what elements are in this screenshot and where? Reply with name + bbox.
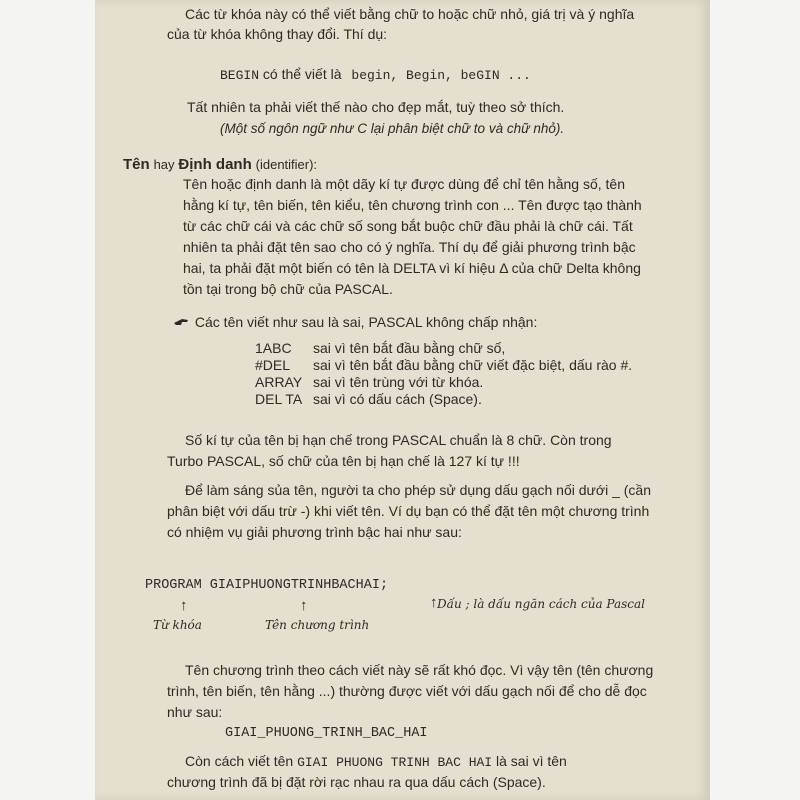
invalid-name-3: ARRAY (255, 374, 303, 390)
arrow-semicolon: ↑ (430, 594, 438, 611)
invalid-intro: Các tên viết như sau là sai, PASCAL không chấp nhận: (194, 314, 538, 330)
readability-line-1: Tên chương trình theo cách viết này sẽ rất khó đọc. Vì vậy tên (tên chương (185, 662, 654, 678)
readability-line-5: chương trình đã bị đặt rời rạc nhau ra qua dấu cách (Space). (167, 774, 546, 790)
underscore-line-2: phân biệt với dấu trừ -) khi viết tên. Ví dụ bạn có thể đặt tên một chương trình (167, 503, 650, 519)
identifier-line-1: Tên hoặc định danh là một dãy kí tự được dùng để chỉ tên hằng số, tên (183, 176, 625, 192)
case-line-2: của từ khóa không thay đổi. Thí dụ: (167, 26, 388, 42)
example-keyword: BEGIN (220, 68, 260, 83)
identifier-line-5: hai, ta phải đặt một biến có tên là DELTA vì kí hiệu Δ của chữ Delta không (183, 260, 641, 276)
example-text: có thể viết là (262, 66, 342, 82)
invalid-reason-2: sai vì tên bắt đầu bằng chữ viết đặc biệt, dấu rào #. (313, 357, 633, 373)
length-line-1: Số kí tự của tên bị hạn chế trong PASCAL chuẩn là 8 chữ. Còn trong (185, 432, 612, 448)
heading-word-2: Định danh (178, 156, 252, 173)
case-note: (Một số ngôn ngữ như C lại phân biệt chữ to và chữ nhỏ). (220, 121, 565, 136)
invalid-reason-4: sai vì có dấu cách (Space). (313, 391, 482, 407)
case-line-1: Các từ khóa này có thể viết bằng chữ to hoặc chữ nhỏ, giá trị và ý nghĩa (185, 6, 635, 22)
readability-line-3: như sau: (167, 704, 223, 720)
case-line-3: Tất nhiên ta phải viết thế nào cho đẹp mắt, tuỳ theo sở thích. (187, 99, 565, 115)
line4-suffix: là sai vì tên (496, 753, 567, 769)
example-variants: begin, Begin, beGIN ... (351, 68, 531, 83)
length-line-2: Turbo PASCAL, số chữ của tên bị hạn chế là 127 kí tự !!! (167, 453, 520, 469)
arrow-program-name: ↑ (300, 597, 308, 614)
heading-word-1: Tên (123, 156, 150, 173)
identifier-heading (123, 155, 317, 174)
underscore-code: GIAI_PHUONG_TRINH_BAC_HAI (225, 726, 428, 741)
line4-code: GIAI PHUONG TRINH BAC HAI (297, 755, 493, 770)
heading-connector: hay (153, 157, 175, 172)
invalid-reason-3: sai vì tên trùng với từ khóa. (313, 374, 484, 390)
program-code: PROGRAM GIAIPHUONGTRINHBACHAI; (145, 578, 389, 593)
invalid-name-1: 1ABC (255, 340, 292, 356)
pointing-hand-icon (173, 313, 191, 331)
arrow-keyword: ↑ (180, 597, 188, 614)
identifier-line-4: nhiên ta phải đặt tên sao cho có ý nghĩa. Thí dụ để giải phương trình bậc (183, 239, 636, 255)
identifier-line-2: hằng kí tự, tên biến, tên kiểu, tên chương trình con ... Tên được tạo thành (183, 197, 642, 213)
invalid-name-4: DEL TA (255, 391, 303, 407)
identifier-line-3: từ các chữ cái và các chữ số song bắt buộc chữ đầu phải là chữ cái. Tất (183, 218, 633, 234)
identifier-line-6: tồn tại trong bộ chữ của PASCAL. (183, 281, 393, 297)
invalid-reason-1: sai vì tên bắt đầu bằng chữ số, (313, 340, 506, 356)
invalid-name-2: #DEL (255, 357, 291, 373)
label-semicolon: Dấu ; là dấu ngăn cách của Pascal (437, 597, 645, 611)
readability-line-4 (185, 752, 567, 772)
begin-example (220, 65, 531, 85)
label-program-name: Tên chương trình (265, 618, 370, 632)
label-keyword: Từ khóa (153, 618, 202, 632)
line4-prefix: Còn cách viết tên (185, 753, 294, 769)
invalid-intro-row (173, 313, 537, 331)
heading-english: (identifier): (255, 157, 318, 172)
underscore-line-3: có nhiệm vụ giải phương trình bậc hai như sau: (167, 524, 462, 540)
book-page (95, 0, 710, 800)
underscore-line-1: Để làm sáng sủa tên, người ta cho phép sử dụng dấu gạch nối dưới _ (cần (185, 482, 651, 498)
readability-line-2: trình, tên biến, tên hằng ...) thường được viết với dấu gạch nối để cho dễ đọc (167, 683, 647, 699)
